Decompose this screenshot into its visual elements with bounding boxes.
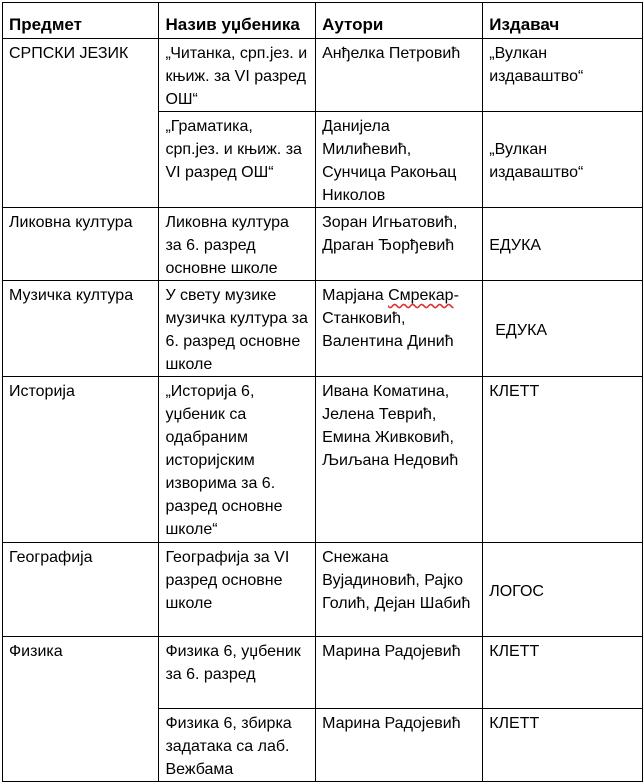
publisher-cell: КЛЕТТ: [483, 377, 643, 543]
subject-cell: Ликовна култура: [3, 208, 159, 281]
book-cell: „Читанка, срп.јез. и књиж. за VI разред ОШ“: [159, 39, 316, 112]
book-cell: У свету музике музичка култура за 6. разред основне школе: [159, 281, 316, 377]
table-row: [3, 377, 643, 543]
table-row: [3, 281, 643, 377]
book-cell: Физика 6, збирка задатака са лаб. Вежбама: [159, 709, 316, 782]
subject-cell: Историја: [3, 377, 159, 543]
authors-cell: Данијела Милићевић, Сунчица Ракоњац Николов: [316, 112, 483, 208]
publisher-cell: ЕДУКА: [483, 208, 643, 281]
subject-cell: СРПСКИ ЈЕЗИК: [3, 39, 159, 208]
textbook-table: [2, 2, 643, 782]
publisher-cell: КЛЕТТ: [483, 637, 643, 709]
authors-cell: Зоран Игњатовић, Драган Ђорђевић: [316, 208, 483, 281]
authors-part: -Станковић, Валентина Динић: [322, 287, 459, 350]
spellcheck-flagged-word: Смрекар: [388, 287, 454, 304]
book-cell: Ликовна култура за 6. разред основне школе: [159, 208, 316, 281]
subject-cell: Географија: [3, 543, 159, 637]
table-row: [3, 208, 643, 281]
subject-cell: Музичка култура: [3, 281, 159, 377]
table-header-row: [3, 3, 643, 39]
table-row: [3, 637, 643, 709]
authors-cell: Снежана Вујадиновић, Рајко Голић, Дејан Шабић: [316, 543, 483, 637]
authors-cell: Марина Радојевић: [316, 637, 483, 709]
authors-cell: [316, 281, 483, 377]
header-authors: Аутори: [316, 3, 483, 39]
table-row: [3, 543, 643, 637]
subject-cell: Физика: [3, 637, 159, 782]
table-row: [3, 39, 643, 112]
book-cell: Физика 6, уџбеник за 6. разред: [159, 637, 316, 709]
publisher-cell: „Вулкан издаваштво“: [483, 112, 643, 208]
authors-part: Марјана: [322, 287, 384, 304]
authors-cell: Марина Радојевић: [316, 709, 483, 782]
publisher-cell: ЕДУКА: [483, 281, 643, 377]
header-book-title: Назив уџбеника: [159, 3, 316, 39]
publisher-cell: „Вулкан издаваштво“: [483, 39, 643, 112]
authors-cell: Анђелка Петровић: [316, 39, 483, 112]
authors-cell: Ивана Коматина, Јелена Теврић, Емина Живковић, Љиљана Недовић: [316, 377, 483, 543]
book-cell: „Граматика, срп.јез. и књиж. за VI разред ОШ“: [159, 112, 316, 208]
publisher-cell: КЛЕТТ: [483, 709, 643, 782]
book-cell: Географија за VI разред основне школе: [159, 543, 316, 637]
publisher-cell: ЛОГОС: [483, 543, 643, 637]
header-publisher: Издавач: [483, 3, 643, 39]
book-cell: „Историја 6, уџбеник са одабраним историјским изворима за 6. разред основне школе“: [159, 377, 316, 543]
header-subject: Предмет: [3, 3, 159, 39]
